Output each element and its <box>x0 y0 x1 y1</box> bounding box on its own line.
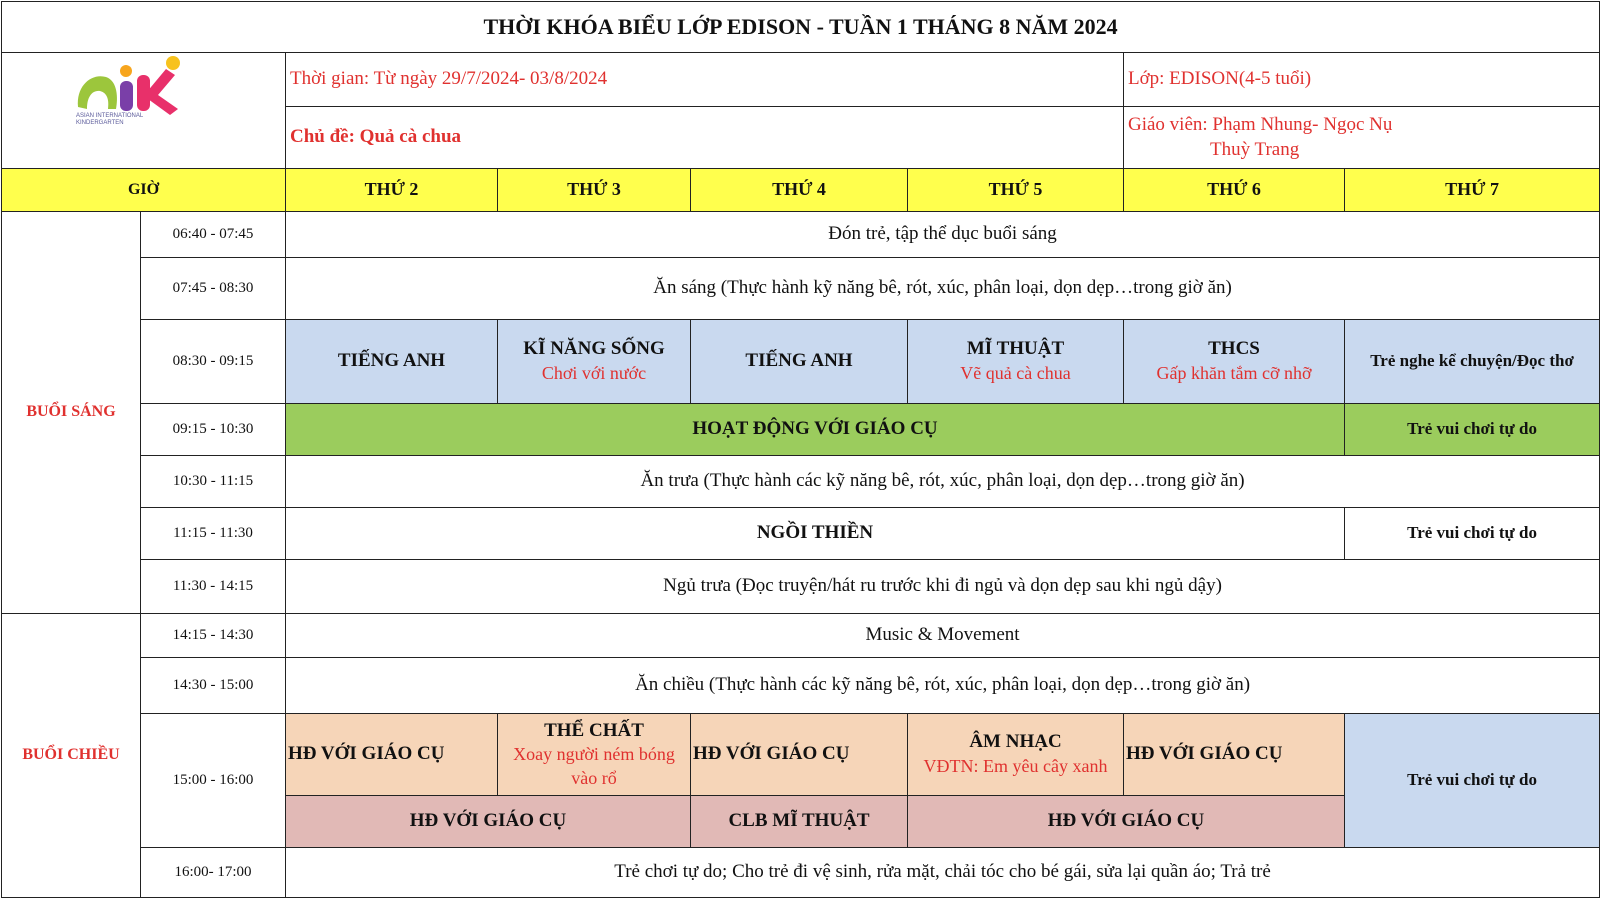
teacher-line-1: Giáo viên: Phạm Nhung- Ngọc Nụ <box>1128 113 1393 135</box>
table-row <box>2 258 1600 320</box>
teacher-line-2: Thuỳ Trang <box>1210 138 1300 160</box>
header-day: THỨ 2 <box>286 169 498 212</box>
time-slot: 14:15 - 14:30 <box>141 614 286 658</box>
time-slot: 06:40 - 07:45 <box>141 212 286 258</box>
class-cell-fri: HĐ VỚI GIÁO CỤ <box>1124 714 1345 796</box>
teachers <box>1124 107 1600 169</box>
header-day: THỨ 5 <box>908 169 1124 212</box>
class-cell-tue: THỂ CHẤT Xoay người ném bóng vào rổ <box>498 714 691 796</box>
aik-logo-icon <box>74 55 198 115</box>
class-cell-sat: Trẻ vui chơi tự do <box>1345 404 1600 456</box>
class-cell-wed: HĐ VỚI GIÁO CỤ <box>691 714 908 796</box>
time-slot: 10:30 - 11:15 <box>141 456 286 508</box>
class-cell-sat: Trẻ vui chơi tự do <box>1345 714 1600 848</box>
table-row <box>2 658 1600 714</box>
time-slot: 15:00 - 16:00 <box>141 714 286 848</box>
time-slot: 11:30 - 14:15 <box>141 560 286 614</box>
club-cell: HĐ VỚI GIÁO CỤ <box>908 796 1345 848</box>
activity-cell: Ngủ trưa (Đọc truyện/hát ru trước khi đi ngủ và dọn dẹp sau khi ngủ dậy) <box>286 560 1600 614</box>
table-row <box>2 212 1600 258</box>
class-cell-thu: ÂM NHẠC VĐTN: Em yêu cây xanh <box>908 714 1124 796</box>
activity-cell: Ăn trưa (Thực hành các kỹ năng bê, rót, xúc, phân loại, dọn dẹp…trong giờ ăn) <box>286 456 1600 508</box>
activity-cell: Ăn chiều (Thực hành các kỹ năng bê, rót, xúc, phân loại, dọn dẹp…trong giờ ăn) <box>286 658 1600 714</box>
header-day: THỨ 3 <box>498 169 691 212</box>
logo-caption: ASIAN INTERNATIONAL KINDERGARTEN <box>76 113 144 126</box>
table-row <box>2 456 1600 508</box>
class-cell-sat: Trẻ nghe kể chuyện/Đọc thơ <box>1345 320 1600 404</box>
table-row <box>2 404 1600 456</box>
header-day: THỨ 7 <box>1345 169 1600 212</box>
club-cell: HĐ VỚI GIÁO CỤ <box>286 796 691 848</box>
activity-cell: HOẠT ĐỘNG VỚI GIÁO CỤ <box>286 404 1345 456</box>
session-afternoon: BUỔI CHIỀU <box>2 614 141 898</box>
activity-cell: Ăn sáng (Thực hành kỹ năng bê, rót, xúc, phân loại, dọn dẹp…trong giờ ăn) <box>286 258 1600 320</box>
club-cell: CLB MĨ THUẬT <box>691 796 908 848</box>
session-morning: BUỔI SÁNG <box>2 212 141 614</box>
activity-cell: Đón trẻ, tập thể dục buổi sáng <box>286 212 1600 258</box>
time-slot: 14:30 - 15:00 <box>141 658 286 714</box>
class-cell-mon: TIẾNG ANH <box>286 320 498 404</box>
timetable <box>1 1 1600 898</box>
time-slot: 09:15 - 10:30 <box>141 404 286 456</box>
time-slot: 07:45 - 08:30 <box>141 258 286 320</box>
class-cell-tue: KĨ NĂNG SỐNG Chơi với nước <box>498 320 691 404</box>
time-slot: 16:00- 17:00 <box>141 848 286 898</box>
topic: Chủ đề: Quả cà chua <box>286 107 1124 169</box>
table-row <box>2 614 1600 658</box>
table-row <box>2 560 1600 614</box>
class-cell-wed: TIẾNG ANH <box>691 320 908 404</box>
class-cell-fri: THCS Gấp khăn tắm cỡ nhỡ <box>1124 320 1345 404</box>
table-row <box>2 714 1600 796</box>
header-gio: GIỜ <box>2 169 286 212</box>
header-day: THỨ 6 <box>1124 169 1345 212</box>
class-cell-mon: HĐ VỚI GIÁO CỤ <box>286 714 498 796</box>
class-name: Lớp: EDISON(4-5 tuổi) <box>1124 53 1600 107</box>
page-title: THỜI KHÓA BIỂU LỚP EDISON - TUẦN 1 THÁNG 8 NĂM 2024 <box>2 2 1600 53</box>
time-slot: 11:15 - 11:30 <box>141 508 286 560</box>
table-row <box>2 320 1600 404</box>
logo-cell <box>2 53 286 169</box>
table-row <box>2 508 1600 560</box>
activity-cell: Music & Movement <box>286 614 1600 658</box>
class-cell-sat: Trẻ vui chơi tự do <box>1345 508 1600 560</box>
class-cell-thu: MĨ THUẬT Vẽ quả cà chua <box>908 320 1124 404</box>
activity-cell: NGỒI THIỀN <box>286 508 1345 560</box>
table-row <box>2 848 1600 898</box>
activity-cell: Trẻ chơi tự do; Cho trẻ đi vệ sinh, rửa mặt, chải tóc cho bé gái, sửa lại quần áo; Trả trẻ <box>286 848 1600 898</box>
date-range: Thời gian: Từ ngày 29/7/2024- 03/8/2024 <box>286 53 1124 107</box>
time-slot: 08:30 - 09:15 <box>141 320 286 404</box>
header-row <box>2 169 1600 212</box>
header-day: THỨ 4 <box>691 169 908 212</box>
